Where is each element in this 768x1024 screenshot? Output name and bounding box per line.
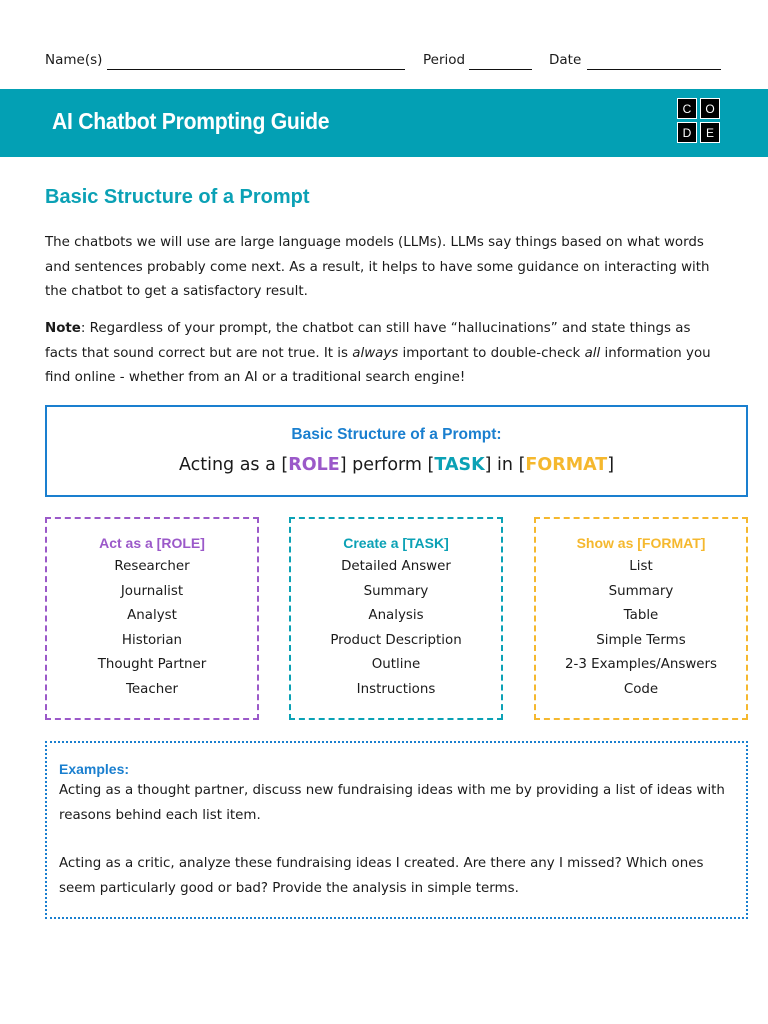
note-text: information you find online - whether from an AI or a traditional search engine! <box>45 345 711 386</box>
list-item: Thought Partner <box>97 657 207 673</box>
note-emphasis: always <box>352 345 399 361</box>
list-item: Historian <box>121 632 183 648</box>
formula-task: TASK <box>434 455 485 475</box>
example-item: Acting as a thought partner, discuss new fundraising ideas with me by providing a list of ideas with reasons behind each list item. <box>59 783 725 823</box>
list-item: Table <box>623 608 659 624</box>
structure-box <box>45 405 748 497</box>
format-column-title: Show as [FORMAT] <box>576 535 706 551</box>
examples-box <box>45 741 748 919</box>
page-title: AI Chatbot Prompting Guide <box>52 108 330 134</box>
note-text: important to double-check <box>398 345 585 361</box>
formula-text: ] perform [ <box>339 455 435 475</box>
examples-title: Examples: <box>59 761 130 777</box>
list-item: Outline <box>371 657 421 673</box>
list-item: Summary <box>608 583 674 599</box>
list-item: Summary <box>363 583 429 599</box>
list-item: Teacher <box>126 681 178 697</box>
note-label: Note <box>45 321 81 336</box>
task-column <box>289 517 503 720</box>
example-item: Acting as a critic, analyze these fundraising ideas I created. Are there any I missed? Which ones seem particularly good or bad? Provide the analysis in simple terms. <box>59 856 704 896</box>
list-item: Detailed Answer <box>341 559 451 574</box>
structure-formula <box>47 455 746 475</box>
period-field[interactable] <box>469 69 532 70</box>
role-list <box>47 555 257 703</box>
task-column-title: Create a [TASK] <box>343 535 449 551</box>
formula-text: ] in [ <box>484 455 526 475</box>
role-column-title: Act as a [ROLE] <box>99 535 205 551</box>
period-label: Period <box>423 52 466 68</box>
list-item: 2-3 Examples/Answers <box>564 657 717 673</box>
code-logo <box>677 98 721 144</box>
list-item: Simple Terms <box>596 632 686 648</box>
formula-role: ROLE <box>288 455 340 475</box>
role-column <box>45 517 259 720</box>
note-text: : Regardless of your prompt, the chatbot can still have “hallucinations” and state things as facts that sound correct but are not true. It is <box>45 321 691 361</box>
intro-paragraph: The chatbots we will use are large language models (LLMs). LLMs say things based on what words and sentences probably come next. As a result, it helps to have some guidance on interacting with the chatbot to get a satisfactory result. <box>45 235 710 300</box>
list-item: Analysis <box>368 608 424 624</box>
formula-text: ] <box>607 455 615 475</box>
date-label: Date <box>549 52 582 68</box>
list-item: Code <box>623 681 659 697</box>
list-item: Product Description <box>330 632 462 648</box>
list-item: Researcher <box>114 559 190 574</box>
list-item: Analyst <box>127 608 177 624</box>
list-item: Journalist <box>120 583 184 599</box>
note-emphasis: all <box>584 345 601 361</box>
logo-letter: E <box>700 122 720 143</box>
task-list <box>291 555 501 703</box>
note-paragraph <box>45 317 725 391</box>
formula-format: FORMAT <box>525 455 608 475</box>
list-item: List <box>629 559 653 574</box>
header-fields <box>45 50 725 72</box>
logo-letter: D <box>677 122 697 143</box>
format-list <box>536 555 746 703</box>
name-field[interactable] <box>107 69 405 70</box>
list-item: Instructions <box>356 681 436 697</box>
name-label: Name(s) <box>45 52 103 68</box>
formula-text: Acting as a [ <box>178 455 289 475</box>
logo-letter: O <box>700 98 720 119</box>
logo-letter: C <box>677 98 697 119</box>
title-banner <box>0 89 768 157</box>
date-field[interactable] <box>587 69 721 70</box>
format-column <box>534 517 748 720</box>
structure-title: Basic Structure of a Prompt: <box>291 426 502 443</box>
section-heading: Basic Structure of a Prompt <box>45 186 310 208</box>
